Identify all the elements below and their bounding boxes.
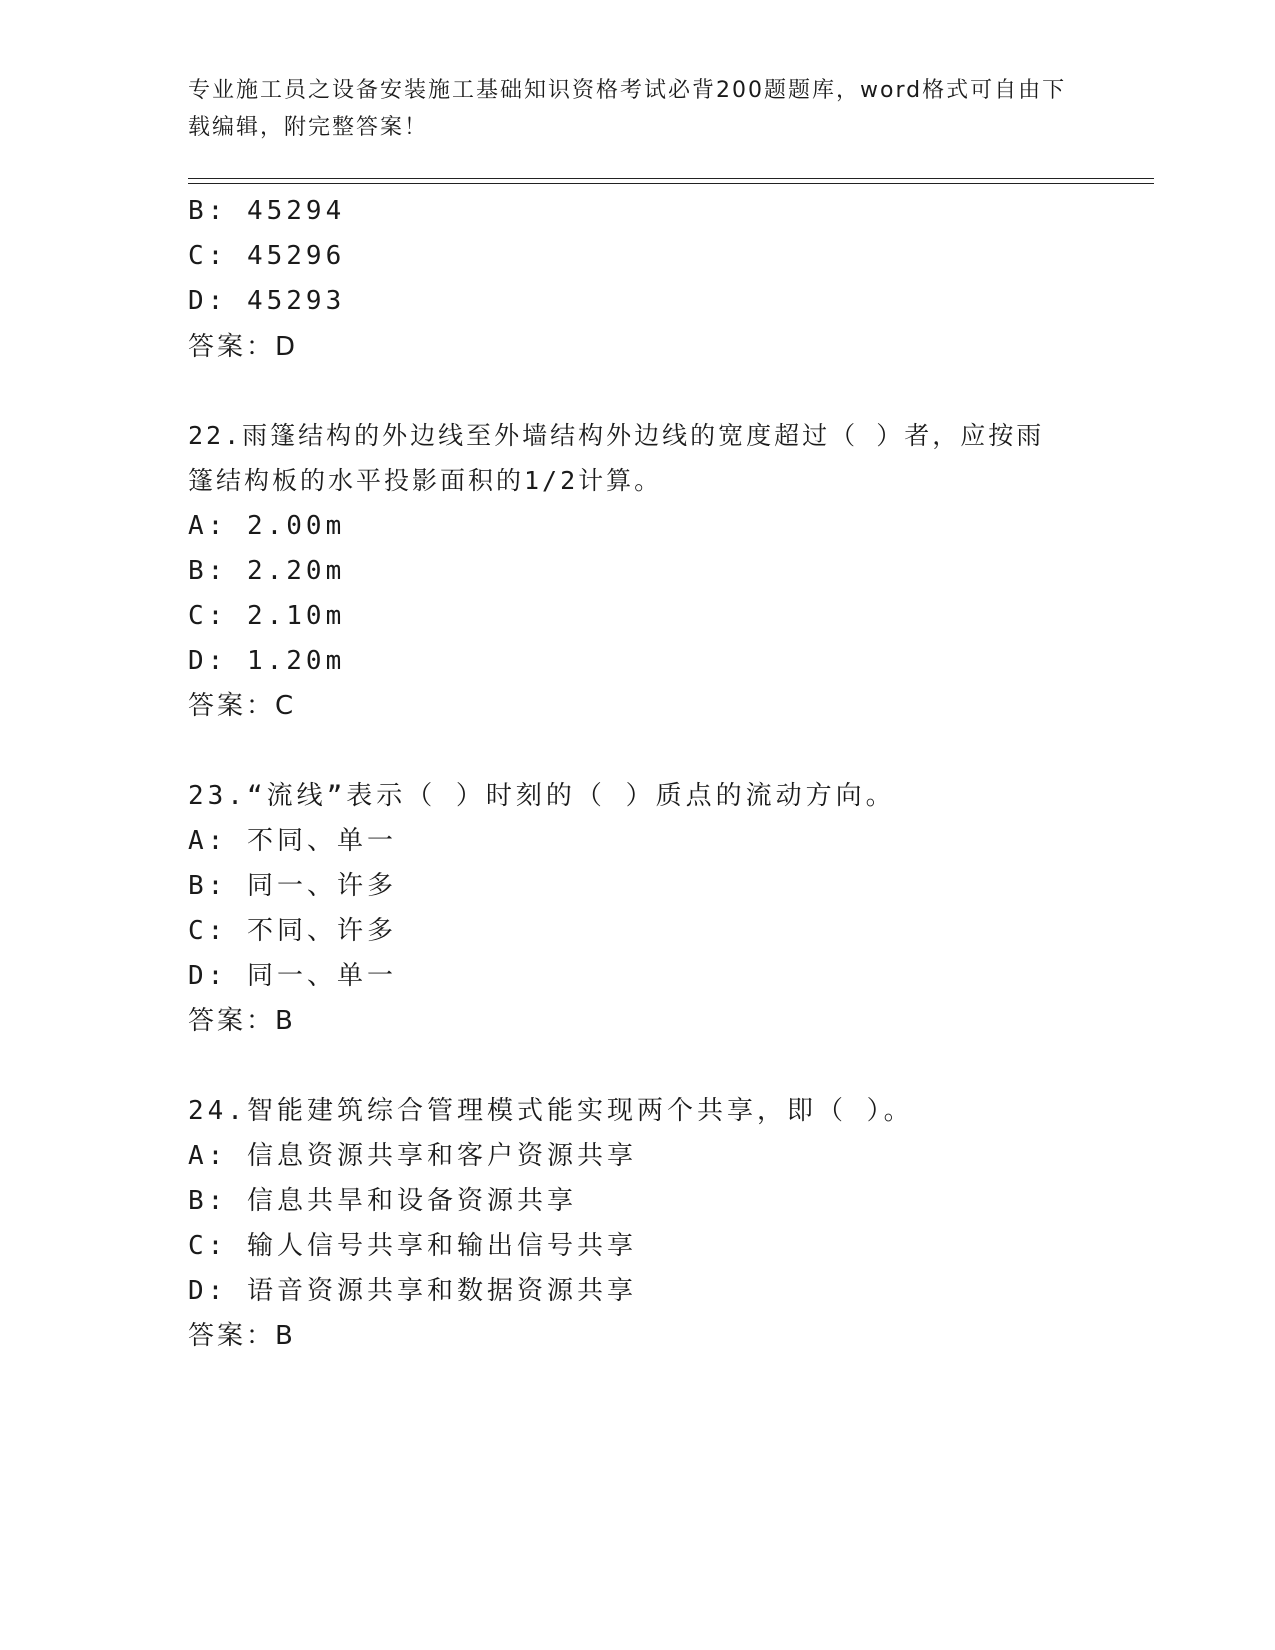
q23-option-d: D: 同一、单一 [188,961,397,991]
q23-option-a: A: 不同、单一 [188,826,397,856]
q23-option-c: C: 不同、许多 [188,916,397,946]
header-divider-bottom [188,183,1154,184]
q24-option-a: A: 信息资源共享和客户资源共享 [188,1141,637,1171]
q24-option-b: B: 信息共旱和设备资源共享 [188,1186,577,1216]
q24-option-d: D: 语音资源共享和数据资源共享 [188,1276,637,1306]
q21-answer: 答案：D [188,332,299,362]
q21-option-d: D: 45293 [188,286,346,316]
q23-answer: 答案：B [188,1006,296,1036]
q23-option-b: B: 同一、许多 [188,871,397,901]
header-divider-top [188,178,1154,179]
q23-stem: 23.“流线”表示（ ）时刻的（ ）质点的流动方向。 [188,781,896,811]
q22-answer: 答案：C [188,691,297,721]
q22-option-d: D: 1.20m [188,646,346,676]
q22-option-c: C: 2.10m [188,601,346,631]
q22-stem-line-1: 22.雨篷结构的外边线至外墙结构外边线的宽度超过（ ）者，应按雨 [188,421,1045,450]
q24-answer: 答案：B [188,1321,296,1351]
document-header-title: 专业施工员之设备安装施工基础知识资格考试必背200题题库，word格式可自由下载编辑，附完整答案！ [188,78,1067,140]
q21-option-b: B: 45294 [188,196,346,226]
q24-option-c: C: 输人信号共享和输出信号共享 [188,1231,637,1261]
q22-option-b: B: 2.20m [188,556,346,586]
q24-stem: 24.智能建筑综合管理模式能实现两个共享，即（ ）。 [188,1096,914,1126]
q21-option-c: C: 45296 [188,241,346,271]
q22-option-a: A: 2.00m [188,511,346,541]
q22-stem-line-2: 篷结构板的水平投影面积的1/2计算。 [188,466,663,495]
